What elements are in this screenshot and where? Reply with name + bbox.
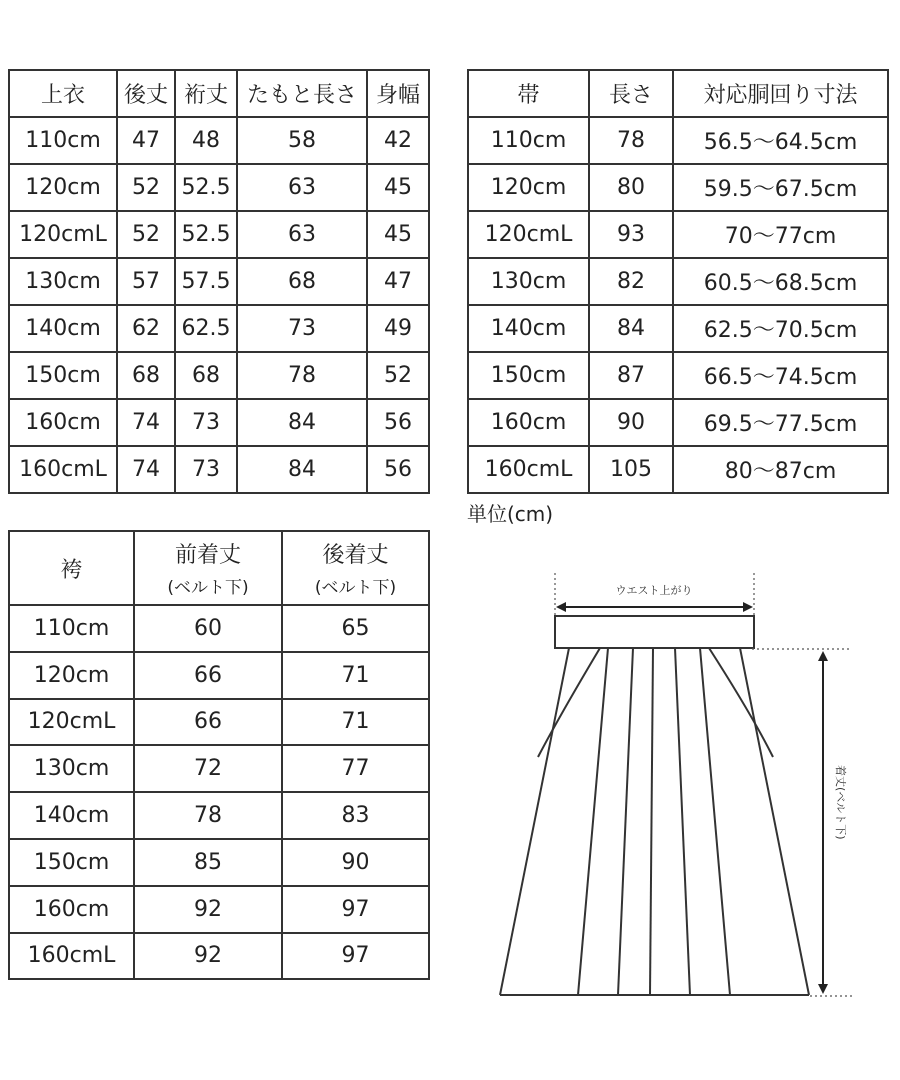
tops-table-cell: 63 xyxy=(237,211,367,258)
hakama-table-cell: 66 xyxy=(134,652,282,699)
tops-table-cell: 73 xyxy=(175,446,237,493)
hakama-table-row xyxy=(9,933,429,980)
obi-table-cell: 69.5〜77.5cm xyxy=(673,399,888,446)
tops-table-cell: 68 xyxy=(237,258,367,305)
obi-table-cell: 160cm xyxy=(468,399,589,446)
waistband xyxy=(555,616,754,648)
hakama-table-cell: 71 xyxy=(282,652,429,699)
tops-table-cell: 120cmL xyxy=(9,211,117,258)
obi-table-row xyxy=(468,305,888,352)
hakama-table-cell: 92 xyxy=(134,886,282,933)
tops-table-cell: 160cmL xyxy=(9,446,117,493)
side-slit-left xyxy=(538,648,600,757)
hakama-table-cell: 92 xyxy=(134,933,282,980)
obi-table-cell: 110cm xyxy=(468,117,589,164)
pleat-line-4 xyxy=(675,648,690,995)
hakama-header-size: 袴 xyxy=(9,531,134,605)
waist-arrow-head-right xyxy=(743,602,753,612)
hakama-table-cell: 150cm xyxy=(9,839,134,886)
tops-table-row xyxy=(9,211,429,258)
obi-table-cell: 80〜87cm xyxy=(673,446,888,493)
obi-size-table xyxy=(467,69,889,494)
hakama-table-cell: 110cm xyxy=(9,605,134,652)
tops-table-cell: 52.5 xyxy=(175,164,237,211)
hakama-table-cell: 65 xyxy=(282,605,429,652)
obi-table-cell: 84 xyxy=(589,305,673,352)
tops-table-cell: 57.5 xyxy=(175,258,237,305)
hakama-table-row xyxy=(9,886,429,933)
tops-table-row xyxy=(9,352,429,399)
obi-table-cell: 160cmL xyxy=(468,446,589,493)
tops-header-cell: たもと長さ xyxy=(237,70,367,117)
hakama-table-cell: 83 xyxy=(282,792,429,839)
obi-table-cell: 56.5〜64.5cm xyxy=(673,117,888,164)
hakama-header-front xyxy=(134,531,282,605)
tops-table-cell: 150cm xyxy=(9,352,117,399)
hakama-table-cell: 160cmL xyxy=(9,933,134,980)
tops-table-cell: 58 xyxy=(237,117,367,164)
obi-table-row xyxy=(468,352,888,399)
pleat-line-1 xyxy=(578,648,608,995)
tops-table-cell: 56 xyxy=(367,446,429,493)
tops-table-cell: 52.5 xyxy=(175,211,237,258)
pleat-line-2 xyxy=(618,648,633,995)
obi-table-cell: 120cmL xyxy=(468,211,589,258)
tops-table-row xyxy=(9,164,429,211)
obi-header-cell: 長さ xyxy=(589,70,673,117)
tops-table-cell: 130cm xyxy=(9,258,117,305)
hakama-table-cell: 78 xyxy=(134,792,282,839)
hakama-header-back-label: 後着丈 xyxy=(322,543,389,568)
obi-header-cell: 帯 xyxy=(468,70,589,117)
obi-table-cell: 59.5〜67.5cm xyxy=(673,164,888,211)
tops-table-cell: 140cm xyxy=(9,305,117,352)
hakama-header-back xyxy=(282,531,429,605)
tops-header-cell: 裄丈 xyxy=(175,70,237,117)
waist-label: ウエスト上がり xyxy=(615,584,693,597)
obi-table-cell: 80 xyxy=(589,164,673,211)
tops-table-row xyxy=(9,258,429,305)
tops-header-cell: 上衣 xyxy=(9,70,117,117)
hakama-table-row xyxy=(9,605,429,652)
skirt-right-edge xyxy=(740,648,809,995)
hakama-table-cell: 90 xyxy=(282,839,429,886)
tops-size-table xyxy=(8,69,430,494)
hakama-header-front-label: 前着丈 xyxy=(174,543,241,568)
tops-table-cell: 42 xyxy=(367,117,429,164)
tops-table-row xyxy=(9,117,429,164)
obi-table-cell: 78 xyxy=(589,117,673,164)
tops-table-cell: 74 xyxy=(117,399,175,446)
hakama-table-cell: 97 xyxy=(282,886,429,933)
tops-table-cell: 160cm xyxy=(9,399,117,446)
pleat-line-5 xyxy=(700,648,730,995)
obi-table-cell: 140cm xyxy=(468,305,589,352)
tops-table-cell: 78 xyxy=(237,352,367,399)
tops-table-cell: 56 xyxy=(367,399,429,446)
tops-table-cell: 62.5 xyxy=(175,305,237,352)
side-slit-right xyxy=(709,648,773,757)
obi-table-cell: 82 xyxy=(589,258,673,305)
tops-header-row xyxy=(9,70,429,117)
length-arrow-head-top xyxy=(818,651,828,661)
tops-table-cell: 68 xyxy=(175,352,237,399)
hakama-table-cell: 160cm xyxy=(9,886,134,933)
tops-table-cell: 74 xyxy=(117,446,175,493)
tops-table-cell: 68 xyxy=(117,352,175,399)
tops-table-cell: 84 xyxy=(237,399,367,446)
obi-table-cell: 90 xyxy=(589,399,673,446)
tops-table-cell: 47 xyxy=(367,258,429,305)
obi-table-cell: 66.5〜74.5cm xyxy=(673,352,888,399)
tops-table-cell: 45 xyxy=(367,211,429,258)
hakama-table-cell: 71 xyxy=(282,699,429,746)
tops-table-cell: 52 xyxy=(117,164,175,211)
obi-table-cell: 62.5〜70.5cm xyxy=(673,305,888,352)
tops-table-cell: 52 xyxy=(367,352,429,399)
tops-table-row xyxy=(9,305,429,352)
length-arrow-head-bottom xyxy=(818,984,828,994)
hakama-table-cell: 120cm xyxy=(9,652,134,699)
obi-header-cell: 対応胴回り寸法 xyxy=(673,70,888,117)
tops-table-cell: 45 xyxy=(367,164,429,211)
tops-table-cell: 120cm xyxy=(9,164,117,211)
tops-table-cell: 47 xyxy=(117,117,175,164)
tops-table-row xyxy=(9,446,429,493)
hakama-diagram xyxy=(490,565,870,1005)
obi-table-row xyxy=(468,164,888,211)
hakama-table-cell: 97 xyxy=(282,933,429,980)
obi-table-cell: 70〜77cm xyxy=(673,211,888,258)
hakama-table-cell: 72 xyxy=(134,745,282,792)
hakama-table-cell: 130cm xyxy=(9,745,134,792)
hakama-table-cell: 77 xyxy=(282,745,429,792)
hakama-size-table xyxy=(8,530,430,980)
obi-table-row xyxy=(468,446,888,493)
tops-header-cell: 身幅 xyxy=(367,70,429,117)
pleat-line-3 xyxy=(650,648,653,995)
hakama-table-row xyxy=(9,839,429,886)
hakama-table-row xyxy=(9,699,429,746)
obi-table-cell: 60.5〜68.5cm xyxy=(673,258,888,305)
hakama-table-cell: 60 xyxy=(134,605,282,652)
hakama-table-cell: 120cmL xyxy=(9,699,134,746)
hakama-table-cell: 66 xyxy=(134,699,282,746)
tops-table-cell: 52 xyxy=(117,211,175,258)
obi-table-cell: 130cm xyxy=(468,258,589,305)
tops-table-cell: 63 xyxy=(237,164,367,211)
tops-table-row xyxy=(9,399,429,446)
tops-table-cell: 62 xyxy=(117,305,175,352)
obi-table-row xyxy=(468,258,888,305)
skirt-left-edge xyxy=(500,648,569,995)
tops-table-cell: 57 xyxy=(117,258,175,305)
hakama-table-row xyxy=(9,792,429,839)
hakama-header-row xyxy=(9,531,429,605)
length-label: 着丈(ベルト下) xyxy=(834,765,847,840)
hakama-header-front-sub: (ベルト下) xyxy=(167,578,249,598)
tops-table-cell: 84 xyxy=(237,446,367,493)
tops-table-cell: 73 xyxy=(175,399,237,446)
obi-table-cell: 105 xyxy=(589,446,673,493)
obi-table-row xyxy=(468,211,888,258)
tops-table-cell: 110cm xyxy=(9,117,117,164)
hakama-table-row xyxy=(9,652,429,699)
tops-header-cell: 後丈 xyxy=(117,70,175,117)
hakama-table-cell: 85 xyxy=(134,839,282,886)
obi-header-row xyxy=(468,70,888,117)
hakama-table-cell: 140cm xyxy=(9,792,134,839)
obi-table-cell: 93 xyxy=(589,211,673,258)
hakama-table-row xyxy=(9,745,429,792)
waist-arrow-head-left xyxy=(556,602,566,612)
obi-table-cell: 120cm xyxy=(468,164,589,211)
obi-table-row xyxy=(468,117,888,164)
tops-table-cell: 49 xyxy=(367,305,429,352)
tops-table-cell: 73 xyxy=(237,305,367,352)
unit-note: 単位(cm) xyxy=(467,502,554,526)
tops-table-cell: 48 xyxy=(175,117,237,164)
hakama-header-back-sub: (ベルト下) xyxy=(314,578,397,598)
obi-table-cell: 150cm xyxy=(468,352,589,399)
obi-table-row xyxy=(468,399,888,446)
obi-table-cell: 87 xyxy=(589,352,673,399)
